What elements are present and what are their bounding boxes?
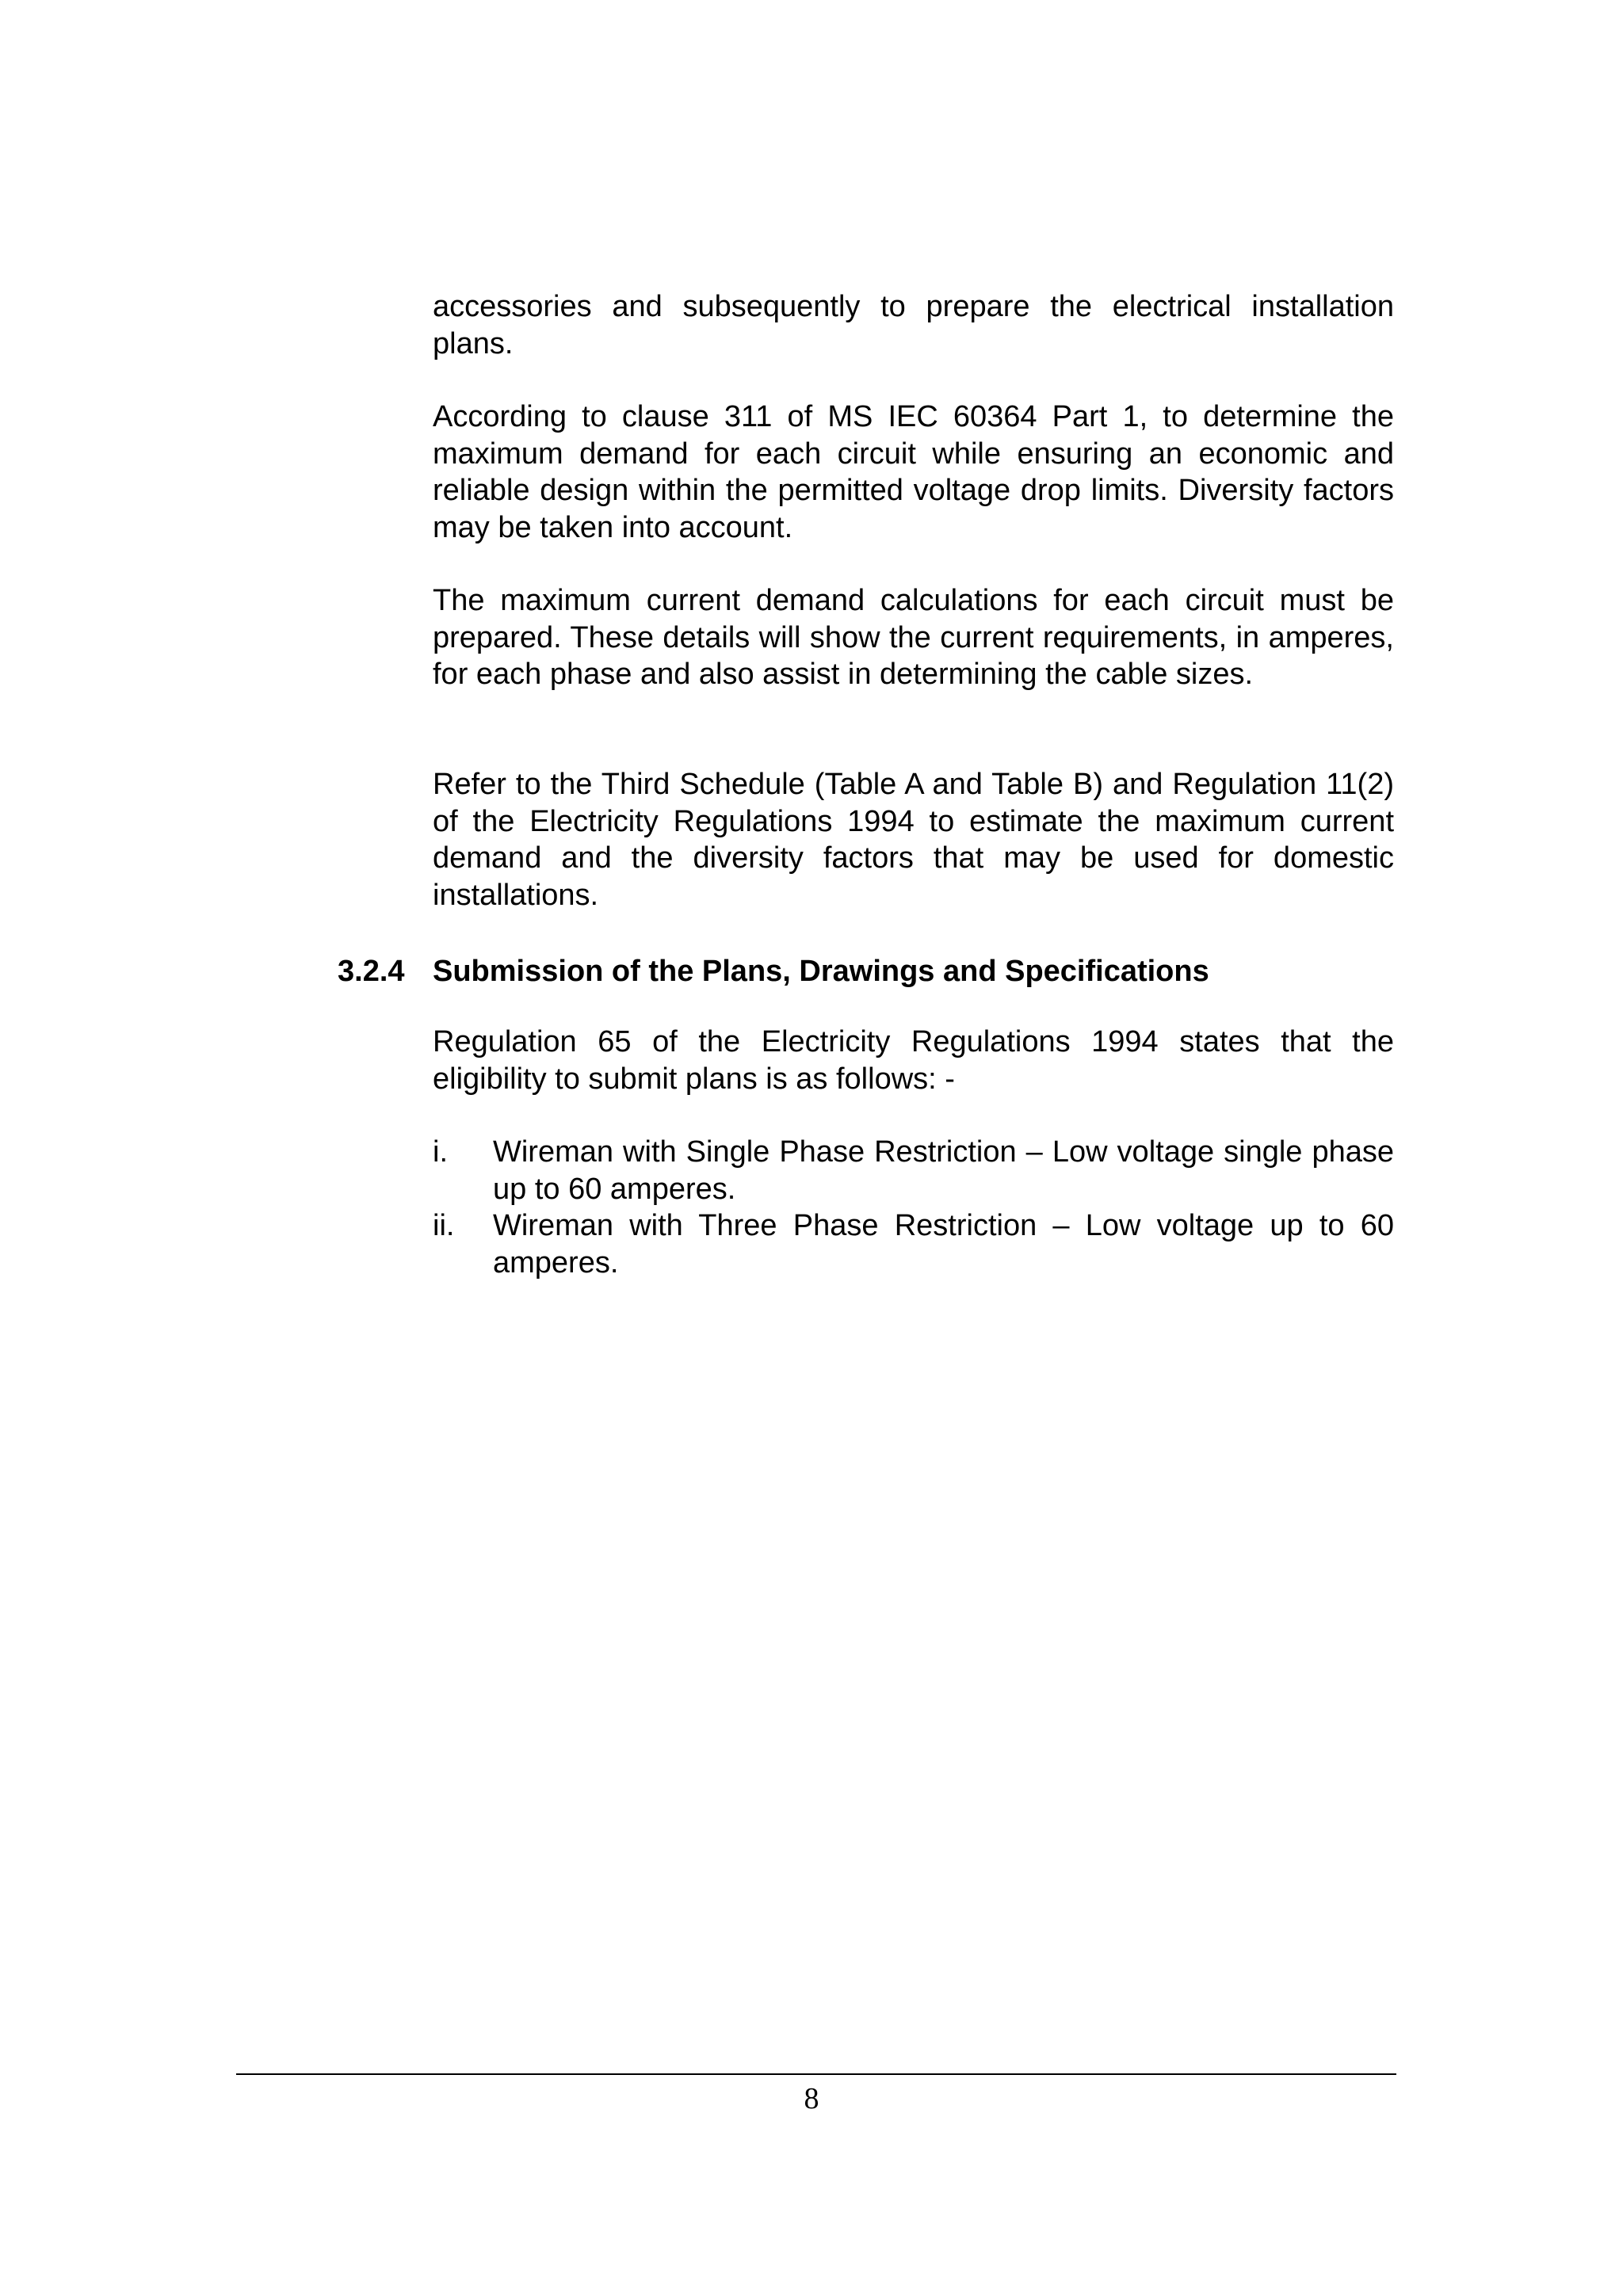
paragraph-accessories: accessories and subsequently to prepare the electrical installation plans. [433,290,1394,360]
paragraph-current-demand-calculations: The maximum current demand calculations for each circuit must be prepared. These details will show the current requirements, in amperes, for each phase and also assist in determining the cable sizes. [433,584,1394,691]
footer-divider [236,2073,1396,2075]
section-number: 3.2.4 [338,955,405,988]
paragraph-third-schedule: Refer to the Third Schedule (Table A and Table B) and Regulation 11(2) of the Electricity Regulations 1994 to estimate the maximum current demand and the diversity factors that may be used for domestic installations. [433,768,1394,912]
list-item [433,1207,1394,1281]
list-item-marker: ii. [433,1209,455,1242]
paragraph-maximum-demand: According to clause 311 of MS IEC 60364 Part 1, to determine the maximum demand for each circuit while ensuring an economic and reliable design within the permitted voltage drop limits. Diversity factors may be taken into account. [433,400,1394,544]
section-title: Submission of the Plans, Drawings and Specifications [433,955,1209,988]
section-heading [338,953,1400,990]
section-intro-paragraph: Regulation 65 of the Electricity Regulations 1994 states that the eligibility to submit plans is as follows: - [433,1025,1394,1096]
page-number: 8 [804,2082,819,2115]
list-item [433,1134,1394,1207]
list-item-text: Wireman with Single Phase Restriction – Low voltage single phase up to 60 amperes. [493,1135,1394,1206]
eligibility-list [433,1134,1394,1281]
list-item-text: Wireman with Three Phase Restriction – Low voltage up to 60 amperes. [493,1209,1394,1280]
list-item-marker: i. [433,1135,448,1169]
